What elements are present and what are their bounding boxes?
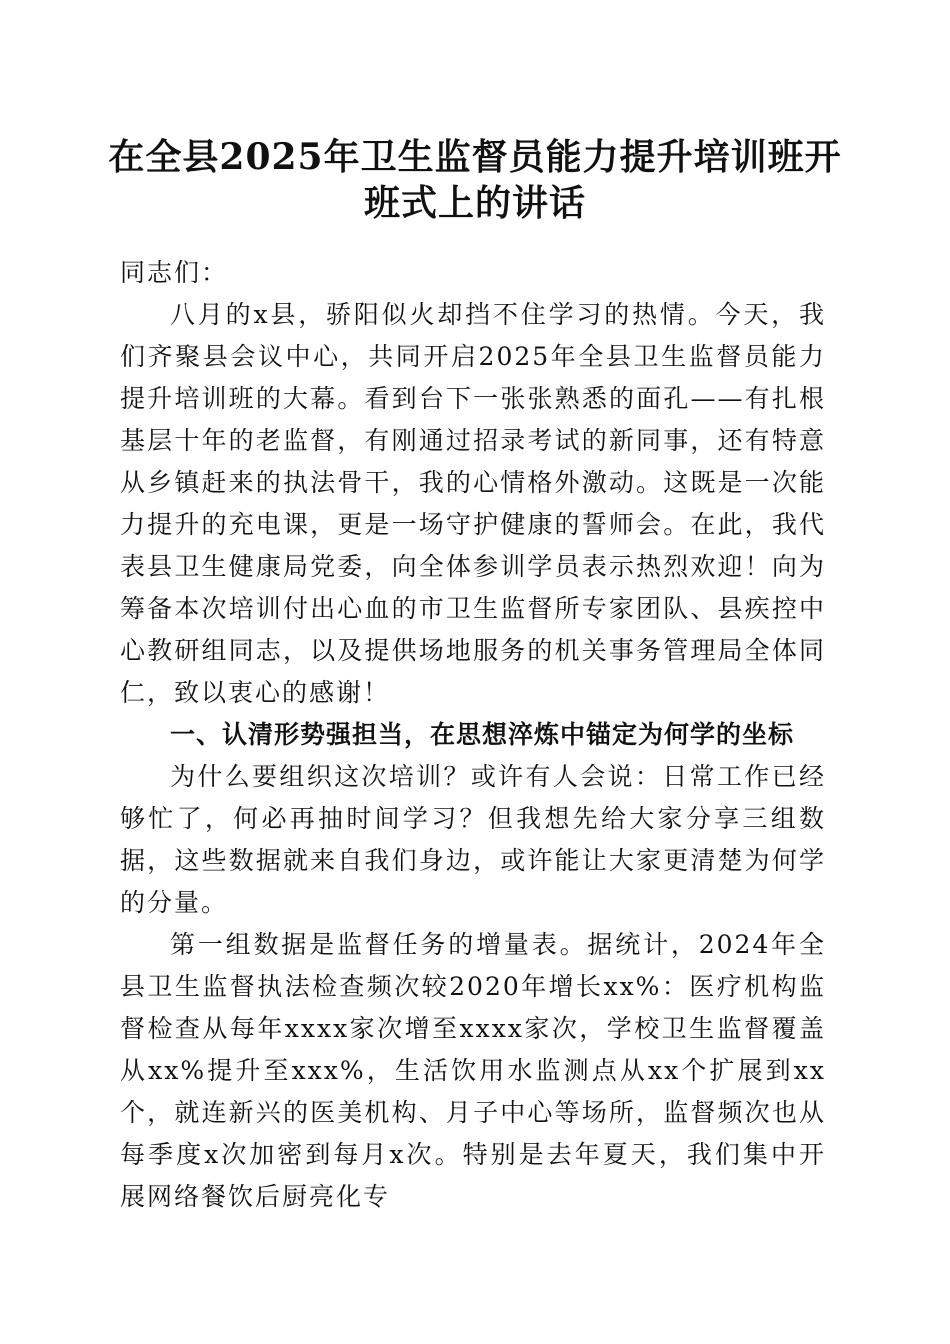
paragraph-why-learn: 为什么要组织这次培训？或许有人会说：日常工作已经够忙了，何必再抽时间学习？但我想先给大家分享三组数据，这些数据就来自我们身边，或许能让大家更清楚为何学的分量。 — [120, 762, 826, 917]
section-heading-1: 一、认清形势强担当，在思想淬炼中锚定为何学的坐标 — [170, 720, 795, 749]
document-body — [120, 252, 826, 1218]
title-line-1: 在全县2025年卫生监督员能力提升培训班开 — [108, 136, 842, 178]
document-title — [100, 134, 850, 226]
paragraph-data-group-1: 第一组数据是监督任务的增量表。据统计，2024年全县卫生监督执法检查频次较2020年增长xx%：医疗机构监督检查从每年xxxx家次增至xxxx家次，学校卫生监督覆盖从xx%提升至xxx%，生活饮用水监测点从xx个扩展到xx个，就连新兴的医美机构、月子中心等场所，监督频次也从每季度x次加密到每月x次。特别是去年夏天，我们集中开展网络餐饮后厨亮化专 — [120, 930, 826, 1211]
paragraph-opening: 八月的x县，骄阳似火却挡不住学习的热情。今天，我们齐聚县会议中心，共同开启2025年全县卫生监督员能力提升培训班的大幕。看到台下一张张熟悉的面孔——有扎根基层十年的老监督，有刚通过招录考试的新同事，还有特意从乡镇赶来的执法骨干，我的心情格外激动。这既是一次能力提升的充电课，更是一场守护健康的誓师会。在此，我代表县卫生健康局党委，向全体参训学员表示热烈欢迎！向为筹备本次培训付出心血的市卫生监督所专家团队、县疾控中心教研组同志，以及提供场地服务的机关事务管理局全体同仁，致以衷心的感谢！ — [120, 300, 826, 707]
salutation: 同志们： — [120, 258, 229, 287]
title-line-2: 班式上的讲话 — [363, 182, 586, 224]
